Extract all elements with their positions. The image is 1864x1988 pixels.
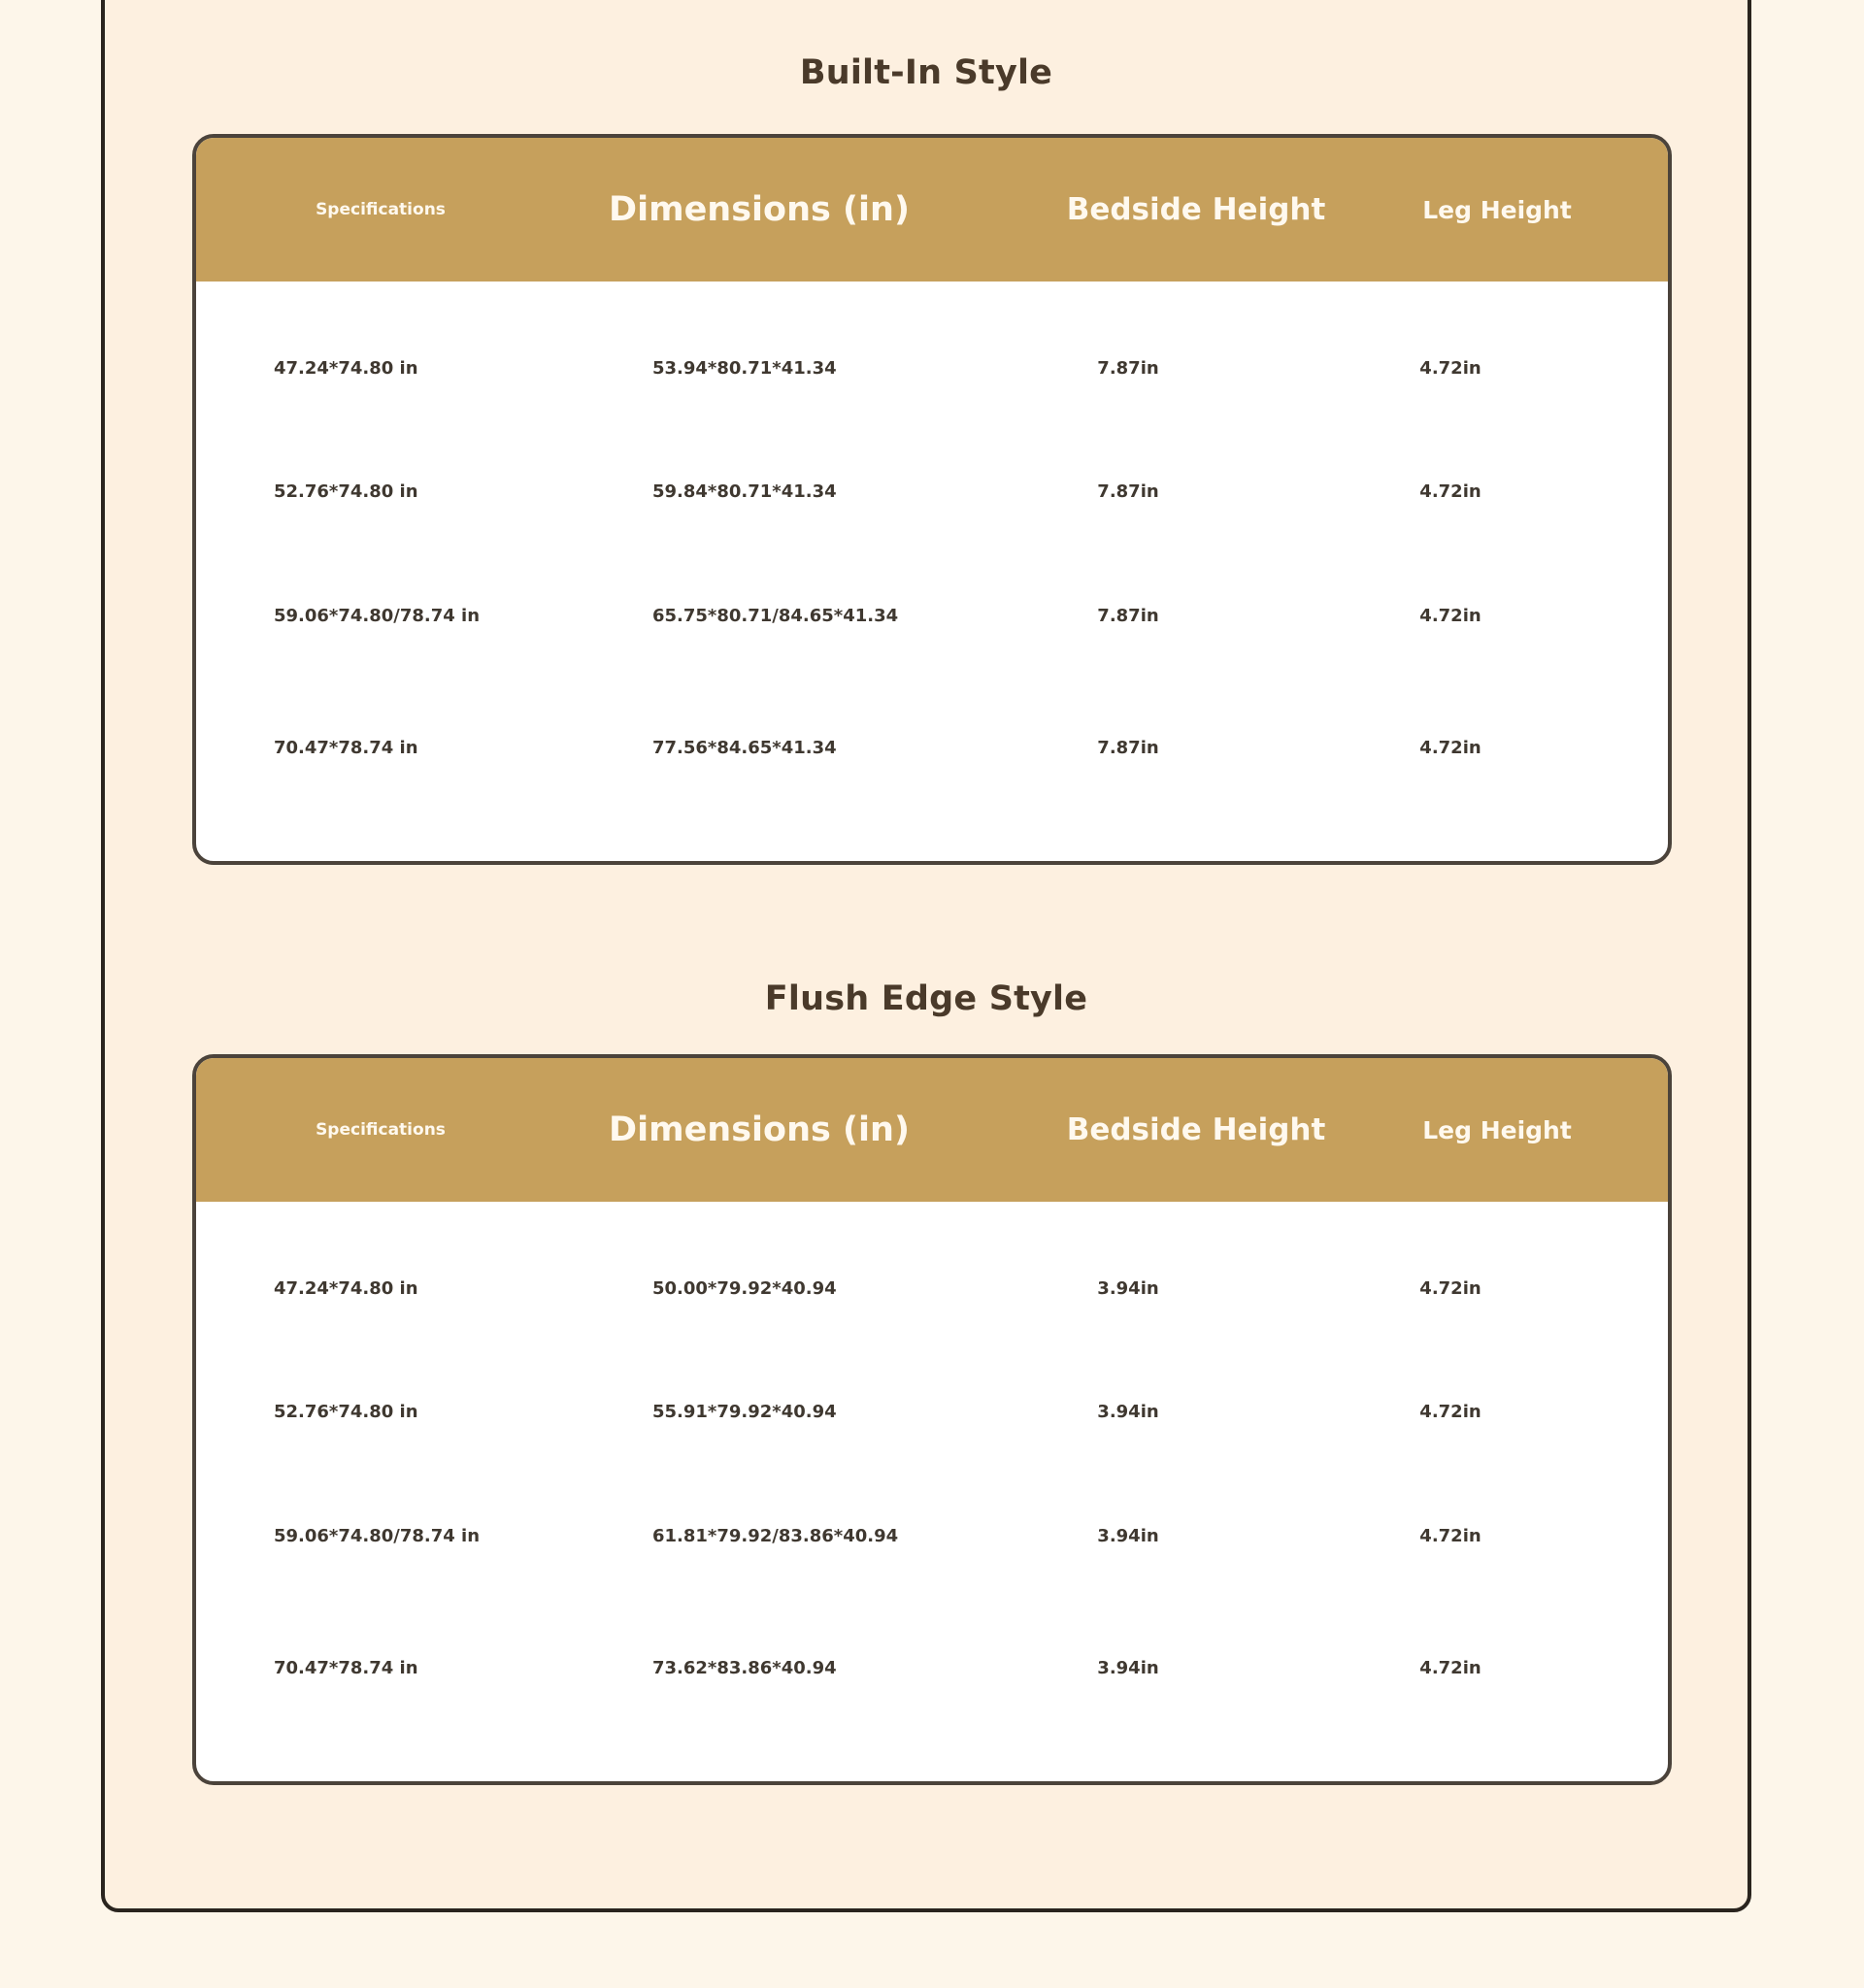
header-leg-height: Leg Height	[1422, 195, 1572, 224]
table-row	[196, 349, 1668, 388]
table-row	[196, 1649, 1668, 1688]
header-specifications: Specifications	[316, 200, 446, 219]
header-specifications: Specifications	[316, 1120, 446, 1140]
cell-dimensions: 55.91*79.92*40.94	[652, 1402, 837, 1422]
cell-leg-height: 4.72in	[1419, 481, 1481, 502]
cell-bedside-height: 3.94in	[1097, 1278, 1159, 1299]
table-header	[196, 138, 1668, 282]
cell-dimensions: 61.81*79.92/83.86*40.94	[652, 1526, 899, 1546]
cell-bedside-height: 7.87in	[1097, 738, 1159, 758]
cell-bedside-height: 3.94in	[1097, 1402, 1159, 1422]
cell-bedside-height: 7.87in	[1097, 606, 1159, 626]
cell-bedside-height: 7.87in	[1097, 481, 1159, 502]
table-row	[196, 1270, 1668, 1309]
cell-leg-height: 4.72in	[1419, 738, 1481, 758]
spec-table-built-in	[192, 134, 1672, 865]
cell-leg-height: 4.72in	[1419, 1402, 1481, 1422]
header-leg-height: Leg Height	[1422, 1115, 1572, 1144]
spec-panel	[101, 0, 1751, 1912]
cell-bedside-height: 3.94in	[1097, 1526, 1159, 1546]
table-row	[196, 597, 1668, 636]
cell-specification: 59.06*74.80/78.74 in	[274, 606, 481, 626]
cell-dimensions: 50.00*79.92*40.94	[652, 1278, 837, 1299]
cell-dimensions: 53.94*80.71*41.34	[652, 358, 837, 379]
cell-leg-height: 4.72in	[1419, 1526, 1481, 1546]
cell-leg-height: 4.72in	[1419, 358, 1481, 379]
cell-leg-height: 4.72in	[1419, 606, 1481, 626]
cell-leg-height: 4.72in	[1419, 1658, 1481, 1678]
cell-specification: 52.76*74.80 in	[274, 481, 418, 502]
section-title-flush-edge: Flush Edge Style	[764, 979, 1088, 1018]
cell-specification: 52.76*74.80 in	[274, 1402, 418, 1422]
cell-bedside-height: 7.87in	[1097, 358, 1159, 379]
spec-table-flush-edge	[192, 1054, 1672, 1785]
cell-specification: 70.47*78.74 in	[274, 738, 418, 758]
header-dimensions: Dimensions (in)	[609, 1110, 910, 1149]
table-header	[196, 1058, 1668, 1202]
cell-specification: 47.24*74.80 in	[274, 1278, 418, 1299]
table-row	[196, 729, 1668, 768]
section-title-built-in: Built-In Style	[799, 53, 1053, 92]
table-row	[196, 473, 1668, 512]
table-row	[196, 1517, 1668, 1556]
cell-dimensions: 65.75*80.71/84.65*41.34	[652, 606, 899, 626]
cell-dimensions: 73.62*83.86*40.94	[652, 1658, 837, 1678]
cell-dimensions: 59.84*80.71*41.34	[652, 481, 837, 502]
cell-leg-height: 4.72in	[1419, 1278, 1481, 1299]
header-dimensions: Dimensions (in)	[609, 190, 910, 229]
cell-bedside-height: 3.94in	[1097, 1658, 1159, 1678]
cell-specification: 59.06*74.80/78.74 in	[274, 1526, 481, 1546]
header-bedside-height: Bedside Height	[1066, 1112, 1326, 1147]
cell-specification: 70.47*78.74 in	[274, 1658, 418, 1678]
cell-dimensions: 77.56*84.65*41.34	[652, 738, 837, 758]
cell-specification: 47.24*74.80 in	[274, 358, 418, 379]
table-row	[196, 1393, 1668, 1432]
header-bedside-height: Bedside Height	[1066, 192, 1326, 227]
